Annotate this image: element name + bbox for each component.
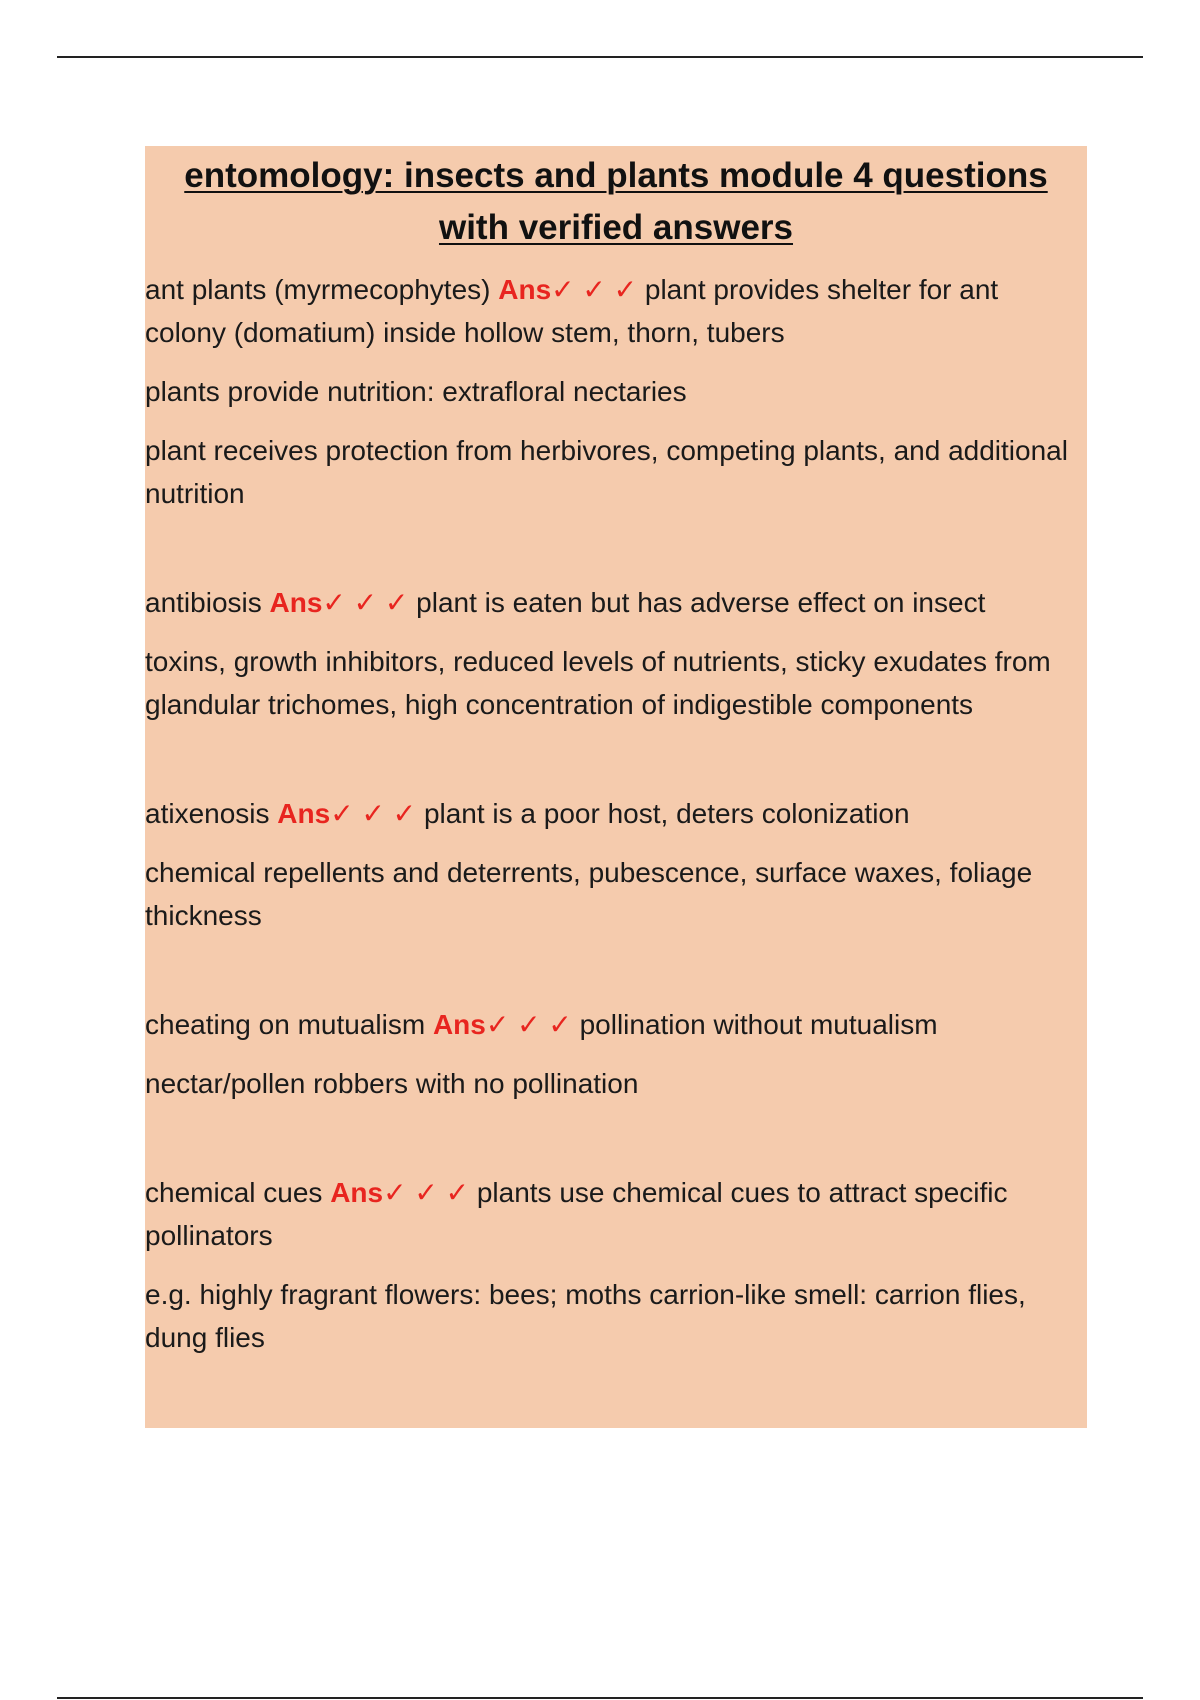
detail-line: chemical repellents and deterrents, pubescence, surface waxes, foliage thickness [145, 857, 1033, 931]
check-marks-icon: ✓ ✓ ✓ [322, 587, 409, 618]
page-bottom-rule [57, 1697, 1143, 1699]
check-marks-icon: ✓ ✓ ✓ [551, 274, 638, 305]
entry-atixenosis [145, 792, 1087, 937]
check-marks-icon: ✓ ✓ ✓ [383, 1177, 470, 1208]
document-title [145, 146, 1087, 254]
answer-marker: Ans [269, 587, 323, 618]
definition: plant is a poor host, deters colonization [423, 798, 910, 829]
answer-marker: Ans [330, 1177, 384, 1208]
detail-line: toxins, growth inhibitors, reduced levels of nutrients, sticky exudates from glandular trichomes, high concentration of indigestible components [145, 646, 1051, 720]
term: ant plants (myrmecophytes) [145, 274, 491, 305]
detail-line: nectar/pollen robbers with no pollination [145, 1068, 639, 1099]
entry-ant-plants [145, 268, 1087, 515]
term-line [145, 1003, 1087, 1046]
term-line [145, 1171, 1087, 1257]
answer-marker: Ans [498, 274, 552, 305]
definition: pollination without mutualism [579, 1009, 938, 1040]
entry-antibiosis [145, 581, 1087, 726]
detail-line: e.g. highly fragrant flowers: bees; moths carrion-like smell: carrion flies, dung flies [145, 1279, 1026, 1353]
term: atixenosis [145, 798, 270, 829]
definition: plant is eaten but has adverse effect on insect [416, 587, 986, 618]
entry-cheating-on-mutualism [145, 1003, 1087, 1105]
title-line-1: entomology: insects and plants module 4 questions [184, 156, 1048, 195]
detail-line: plant receives protection from herbivores, competing plants, and additional nutrition [145, 435, 1068, 509]
definition: plant provides shelter for ant colony (domatium) inside hollow stem, thorn, tubers [145, 274, 999, 348]
check-marks-icon: ✓ ✓ ✓ [485, 1009, 572, 1040]
content-panel [145, 146, 1087, 1428]
detail-line: plants provide nutrition: extrafloral nectaries [145, 376, 687, 407]
term-line [145, 581, 1087, 624]
term: antibiosis [145, 587, 262, 618]
term: chemical cues [145, 1177, 323, 1208]
page-top-rule [57, 56, 1143, 58]
term-line [145, 792, 1087, 835]
answer-marker: Ans [277, 798, 331, 829]
entry-list [145, 268, 1087, 1359]
definition: plants use chemical cues to attract specific pollinators [145, 1177, 1008, 1251]
entry-chemical-cues [145, 1171, 1087, 1359]
title-line-2: with verified answers [438, 208, 794, 247]
term: cheating on mutualism [145, 1009, 426, 1040]
check-marks-icon: ✓ ✓ ✓ [330, 798, 417, 829]
term-line [145, 268, 1087, 354]
answer-marker: Ans [432, 1009, 486, 1040]
